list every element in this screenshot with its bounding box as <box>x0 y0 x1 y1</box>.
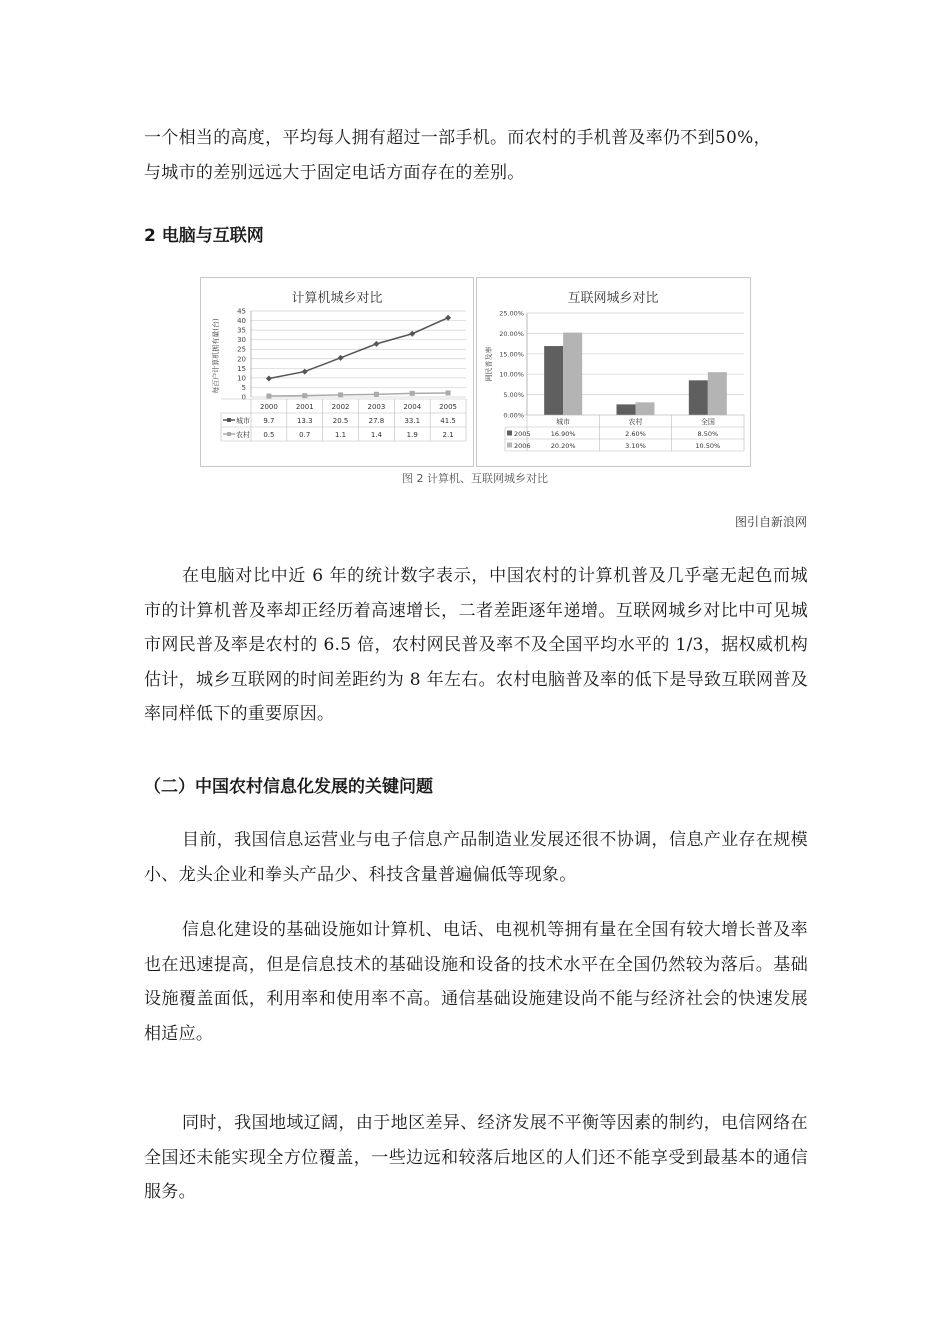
computer-chart-title: 计算机城乡对比 <box>291 291 383 306</box>
internet-bar <box>617 404 636 415</box>
internet-bar-chart <box>477 278 750 466</box>
computer-data-point <box>374 392 379 397</box>
computer-series-line <box>269 318 448 379</box>
computer-data-point <box>409 331 415 337</box>
computer-data-point <box>266 375 272 381</box>
computer-y-tick-label: 10 <box>237 374 246 383</box>
computer-y-tick-label: 5 <box>241 383 246 392</box>
internet-bar <box>544 346 563 415</box>
computer-data-label: 0.5 <box>263 431 275 439</box>
internet-x-tick-label: 农村 <box>628 418 643 426</box>
computer-x-tick-label: 2004 <box>403 403 422 411</box>
computer-y-tick-label: 45 <box>237 307 246 316</box>
internet-legend-label: 2005 <box>514 430 531 438</box>
computer-data-label: 2.1 <box>442 431 454 439</box>
internet-y-tick-label: 15.00% <box>499 350 524 359</box>
internet-chart-ylabel: 网民普及率 <box>485 346 493 382</box>
computer-line-chart <box>201 278 473 466</box>
internet-data-label: 10.50% <box>695 442 721 450</box>
figure-caption: 图 2 计算机、互联网城乡对比 <box>402 472 548 485</box>
internet-y-tick-label: 0.00% <box>503 411 524 420</box>
computer-series-line <box>269 393 448 396</box>
internet-data-label: 16.90% <box>550 430 576 438</box>
internet-legend-label: 2006 <box>514 442 531 450</box>
internet-x-tick-label: 全国 <box>700 418 715 426</box>
computer-y-tick-label: 35 <box>237 326 246 335</box>
computer-y-tick-label: 20 <box>237 355 246 364</box>
computer-x-tick-label: 2001 <box>295 403 314 411</box>
computer-data-point <box>410 391 415 396</box>
computer-data-label: 1.4 <box>370 431 382 439</box>
section-heading-key-issues: （二）中国农村信息化发展的关键问题 <box>144 777 433 797</box>
computer-data-label: 1.9 <box>406 431 418 439</box>
internet-bar <box>636 402 655 415</box>
computer-legend-label: 农村 <box>236 431 250 439</box>
internet-bar <box>563 333 582 415</box>
internet-x-tick-label: 城市 <box>556 418 571 426</box>
computer-x-tick-label: 2002 <box>331 403 350 411</box>
intro-paragraph <box>144 121 808 190</box>
computer-x-tick-label: 2000 <box>260 403 278 411</box>
paragraph-industry: 目前，我国信息运营业与电子信息产品制造业发展还很不协调，信息产业存在规模小、龙头企业和拳头产品少、科技含量普遍偏低等现象。 <box>144 830 808 885</box>
computer-y-tick-label: 25 <box>237 345 246 354</box>
figure-computer-internet-comparison <box>200 277 751 467</box>
computer-data-point <box>446 390 451 395</box>
paragraph-computer-analysis: 在电脑对比中近 6 年的统计数字表示，中国农村的计算机普及几乎毫无起色而城市的计算机普及率却正经历着高速增长，二者差距逐年递增。互联网城乡对比中可见城市网民普及率是农村的 6.5 倍，农村网民普及率不及全国平均水平的 1/3，据权威机构估计，城乡互联网的时间差距约为 8 年左右。农村电脑普及率的低下是导致互联网普及率同样低下的重要原因。 <box>144 566 808 724</box>
computer-data-label: 13.3 <box>296 417 313 425</box>
computer-y-tick-label: 15 <box>237 364 246 373</box>
computer-x-tick-label: 2003 <box>367 403 386 411</box>
intro-line-1: 一个相当的高度，平均每人拥有超过一部手机。而农村的手机普及率仍不到50%， <box>144 128 771 148</box>
internet-legend-marker <box>507 443 512 448</box>
intro-line-2: 与城市的差别远远大于固定电话方面存在的差别。 <box>144 162 525 183</box>
computer-legend-marker <box>227 432 231 436</box>
computer-data-label: 9.7 <box>263 417 275 425</box>
internet-legend-marker <box>507 431 512 436</box>
computer-y-tick-label: 30 <box>237 336 246 345</box>
computer-data-point <box>445 315 451 321</box>
section-heading-computer-internet: 2 电脑与互联网 <box>144 226 264 246</box>
computer-legend-label: 城市 <box>236 417 250 425</box>
computer-y-tick-label: 40 <box>237 317 246 326</box>
internet-data-label: 3.10% <box>625 442 646 450</box>
computer-data-point <box>338 392 343 397</box>
figure-source: 图引自新浪网 <box>734 515 807 529</box>
paragraph-infrastructure: 信息化建设的基础设施如计算机、电话、电视机等拥有量在全国有较大增长普及率也在迅速提高，但是信息技术的基础设施和设备的技术水平在全国仍然较为落后。基础设施覆盖面低，利用率和使用率不高。通信基础设施建设尚不能与经济社会的快速发展相适应。 <box>144 920 808 1044</box>
computer-data-point <box>373 341 379 347</box>
computer-data-label: 41.5 <box>440 417 456 425</box>
computer-data-point <box>302 369 308 375</box>
internet-data-label: 8.50% <box>697 430 719 438</box>
internet-data-label: 20.20% <box>550 442 576 450</box>
computer-legend-marker <box>227 418 231 422</box>
internet-y-tick-label: 20.00% <box>499 329 524 338</box>
internet-y-tick-label: 25.00% <box>499 309 524 318</box>
computer-data-label: 27.8 <box>368 417 385 425</box>
paragraph-coverage: 同时，我国地域辽阔，由于地区差异、经济发展不平衡等因素的制约，电信网络在全国还未能实现全方位覆盖，一些边远和较落后地区的人们还不能享受到最基本的通信服务。 <box>144 1113 808 1202</box>
computer-data-point <box>338 355 344 361</box>
computer-data-label: 20.5 <box>332 417 349 425</box>
computer-data-point <box>302 393 307 398</box>
internet-data-label: 2.60% <box>625 430 646 438</box>
computer-chart-panel <box>200 277 474 467</box>
computer-data-label: 33.1 <box>404 417 421 425</box>
internet-bar <box>689 380 708 415</box>
computer-chart-ylabel: 每百户计算机拥有量(台) <box>212 318 220 394</box>
computer-y-tick-label: 0 <box>241 393 246 402</box>
internet-chart-panel <box>476 277 751 467</box>
computer-x-tick-label: 2005 <box>439 403 457 411</box>
computer-data-label: 1.1 <box>335 431 347 439</box>
internet-y-tick-label: 5.00% <box>503 391 524 400</box>
internet-y-tick-label: 10.00% <box>499 370 524 379</box>
computer-data-point <box>266 394 271 399</box>
computer-data-label: 0.7 <box>299 431 311 439</box>
internet-bar <box>708 372 727 415</box>
internet-chart-title: 互联网城乡对比 <box>567 291 659 306</box>
